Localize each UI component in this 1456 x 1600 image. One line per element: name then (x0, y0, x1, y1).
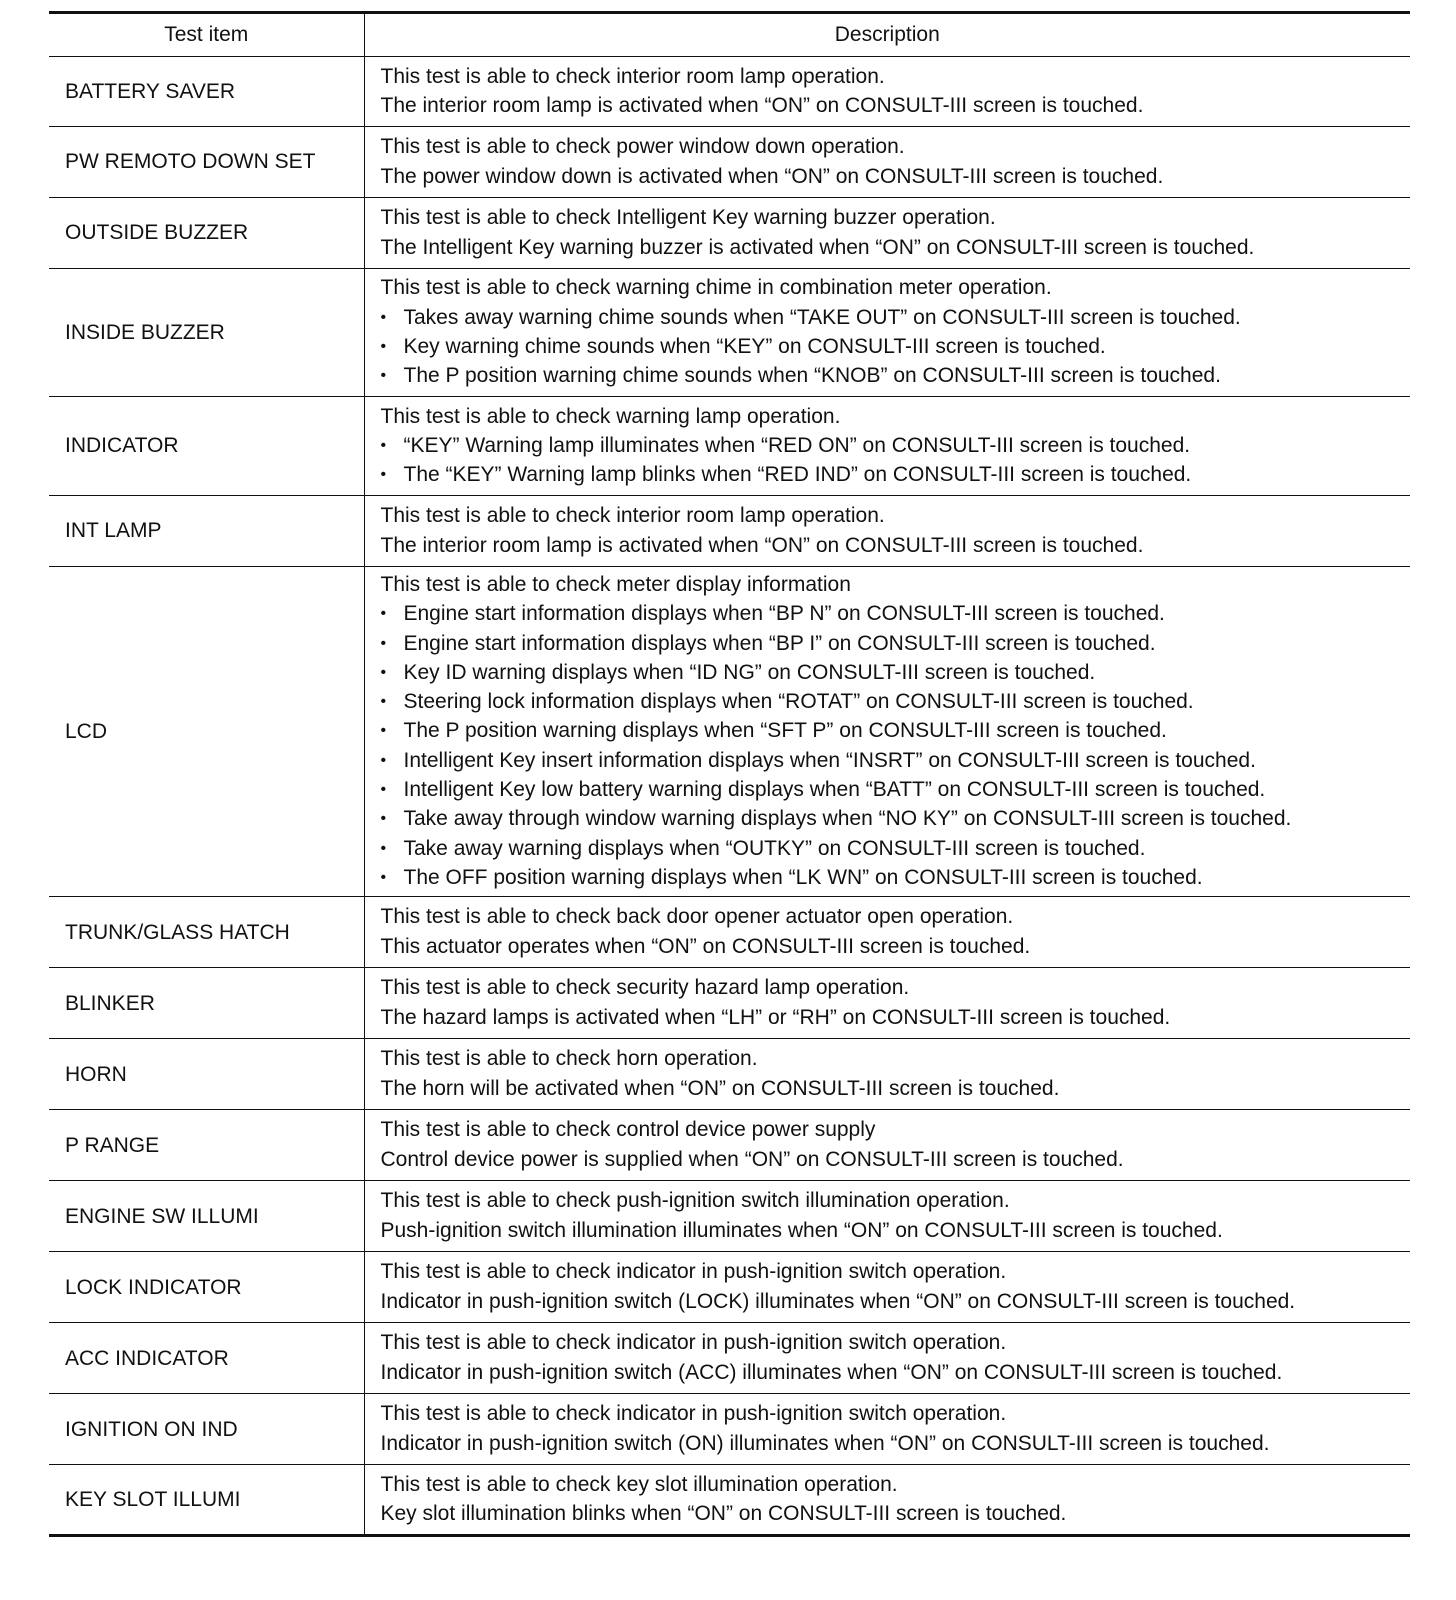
description-cell (364, 1323, 1410, 1394)
description-cell (364, 1252, 1410, 1323)
test-item-cell: LOCK INDICATOR (49, 1252, 364, 1323)
table-row (49, 1465, 1410, 1536)
description-line: This test is able to check warning chime in combination meter operation. (380, 276, 1052, 300)
table-row (49, 127, 1410, 198)
description-line: This test is able to check indicator in push-ignition switch operation. (380, 1260, 1007, 1284)
description-bullet: • Steering lock information displays when “ROTAT” on CONSULT-III screen is touched. (381, 687, 1411, 716)
description-bullet: • Take away through window warning displays when “NO KY” on CONSULT-III screen is touched. (381, 804, 1411, 833)
description-bullet: • Take away warning displays when “OUTKY” on CONSULT-III screen is touched. (381, 834, 1411, 863)
description-line: Indicator in push-ignition switch (ACC) illuminates when “ON” on CONSULT-III screen is touched. (380, 1360, 1283, 1384)
description-bullet: • The P position warning chime sounds when “KNOB” on CONSULT-III screen is touched. (381, 361, 1411, 390)
active-test-document (49, 11, 1410, 1537)
description-line: This test is able to check meter display information (380, 573, 851, 596)
active-test-table (49, 11, 1410, 1537)
header-description: Description (364, 13, 1410, 57)
test-item-cell: INDICATOR (49, 397, 364, 496)
table-row (49, 1039, 1410, 1110)
description-bullet: • The “KEY” Warning lamp blinks when “RED IND” on CONSULT-III screen is touched. (381, 460, 1411, 489)
description-line: Indicator in push-ignition switch (ON) illuminates when “ON” on CONSULT-III screen is touched. (380, 1431, 1270, 1455)
description-cell (364, 496, 1410, 567)
table-header-row (49, 13, 1410, 57)
description-cell (364, 269, 1410, 397)
table-row (49, 57, 1410, 127)
description-line: This test is able to check power window down operation. (380, 135, 905, 159)
table-row (49, 269, 1410, 397)
table-body (49, 57, 1410, 1536)
description-bullet: • Intelligent Key low battery warning displays when “BATT” on CONSULT-III screen is touched. (381, 775, 1411, 804)
description-line: Push-ignition switch illumination illuminates when “ON” on CONSULT-III screen is touched. (380, 1218, 1223, 1242)
description-line: Key slot illumination blinks when “ON” on CONSULT-III screen is touched. (380, 1502, 1067, 1526)
test-item-cell: BLINKER (49, 968, 364, 1039)
description-line: The Intelligent Key warning buzzer is activated when “ON” on CONSULT-III screen is touched. (380, 235, 1255, 259)
description-cell (364, 1465, 1410, 1536)
description-cell (364, 897, 1410, 968)
description-bullet: • Engine start information displays when “BP I” on CONSULT-III screen is touched. (381, 629, 1411, 658)
test-item-cell: KEY SLOT ILLUMI (49, 1465, 364, 1536)
description-line: This test is able to check horn operation. (380, 1047, 758, 1071)
description-cell (364, 198, 1410, 269)
description-line: This test is able to check interior room lamp operation. (380, 504, 885, 528)
description-cell (364, 397, 1410, 496)
description-bullet: • Intelligent Key insert information displays when “INSRT” on CONSULT-III screen is touched. (381, 746, 1411, 775)
table-row (49, 1181, 1410, 1252)
description-cell (364, 567, 1410, 897)
table-row (49, 968, 1410, 1039)
description-line: This test is able to check push-ignition switch illumination operation. (380, 1189, 1010, 1213)
description-line: This test is able to check security hazard lamp operation. (380, 976, 910, 1000)
test-item-cell: LCD (49, 567, 364, 897)
table-row (49, 1323, 1410, 1394)
description-cell (364, 127, 1410, 198)
description-line: This test is able to check Intelligent Key warning buzzer operation. (380, 206, 996, 230)
table-row (49, 496, 1410, 567)
table-row (49, 198, 1410, 269)
test-item-cell: HORN (49, 1039, 364, 1110)
test-item-cell: TRUNK/GLASS HATCH (49, 897, 364, 968)
test-item-cell: BATTERY SAVER (49, 57, 364, 127)
description-line: This test is able to check back door opener actuator open operation. (380, 905, 1014, 929)
description-line: This actuator operates when “ON” on CONSULT-III screen is touched. (380, 934, 1031, 958)
description-cell (364, 1394, 1410, 1465)
description-bullet: • Key warning chime sounds when “KEY” on CONSULT-III screen is touched. (381, 332, 1411, 361)
description-line: This test is able to check interior room lamp operation. (380, 64, 885, 88)
description-line: Indicator in push-ignition switch (LOCK) illuminates when “ON” on CONSULT-III screen is touched. (380, 1289, 1296, 1313)
description-bullet: • Takes away warning chime sounds when “TAKE OUT” on CONSULT-III screen is touched. (381, 303, 1411, 332)
table-row (49, 567, 1410, 897)
table-row (49, 1252, 1410, 1323)
description-cell (364, 57, 1410, 127)
test-item-cell: INT LAMP (49, 496, 364, 567)
test-item-cell: OUTSIDE BUZZER (49, 198, 364, 269)
test-item-cell: ENGINE SW ILLUMI (49, 1181, 364, 1252)
description-line: Control device power is supplied when “ON” on CONSULT-III screen is touched. (380, 1147, 1124, 1171)
table-row (49, 397, 1410, 496)
description-cell (364, 1110, 1410, 1181)
description-line: The horn will be activated when “ON” on CONSULT-III screen is touched. (380, 1076, 1060, 1100)
description-bullet: • The P position warning displays when “SFT P” on CONSULT-III screen is touched. (381, 716, 1411, 745)
test-item-cell: P RANGE (49, 1110, 364, 1181)
description-line: This test is able to check indicator in push-ignition switch operation. (380, 1331, 1007, 1355)
description-line: This test is able to check warning lamp operation. (380, 404, 841, 428)
description-line: The hazard lamps is activated when “LH” or “RH” on CONSULT-III screen is touched. (380, 1005, 1171, 1029)
description-bullet: • The OFF position warning displays when “LK WN” on CONSULT-III screen is touched. (381, 863, 1411, 892)
description-cell (364, 1181, 1410, 1252)
description-bullet: • Engine start information displays when “BP N” on CONSULT-III screen is touched. (381, 599, 1411, 628)
description-line: The interior room lamp is activated when “ON” on CONSULT-III screen is touched. (380, 94, 1144, 117)
description-bullet: • “KEY” Warning lamp illuminates when “RED ON” on CONSULT-III screen is touched. (381, 431, 1411, 460)
description-line: This test is able to check indicator in push-ignition switch operation. (380, 1402, 1007, 1426)
table-row (49, 897, 1410, 968)
description-line: This test is able to check control device power supply (380, 1118, 876, 1142)
test-item-cell: INSIDE BUZZER (49, 269, 364, 397)
table-row (49, 1110, 1410, 1181)
description-bullet: • Key ID warning displays when “ID NG” on CONSULT-III screen is touched. (381, 658, 1411, 687)
test-item-cell: IGNITION ON IND (49, 1394, 364, 1465)
description-line: The power window down is activated when “ON” on CONSULT-III screen is touched. (380, 164, 1164, 188)
description-line: This test is able to check key slot illumination operation. (380, 1472, 898, 1496)
test-item-cell: PW REMOTO DOWN SET (49, 127, 364, 198)
table-row (49, 1394, 1410, 1465)
header-test-item: Test item (49, 13, 364, 57)
test-item-cell: ACC INDICATOR (49, 1323, 364, 1394)
description-cell (364, 1039, 1410, 1110)
description-line: The interior room lamp is activated when “ON” on CONSULT-III screen is touched. (380, 533, 1144, 557)
description-cell (364, 968, 1410, 1039)
